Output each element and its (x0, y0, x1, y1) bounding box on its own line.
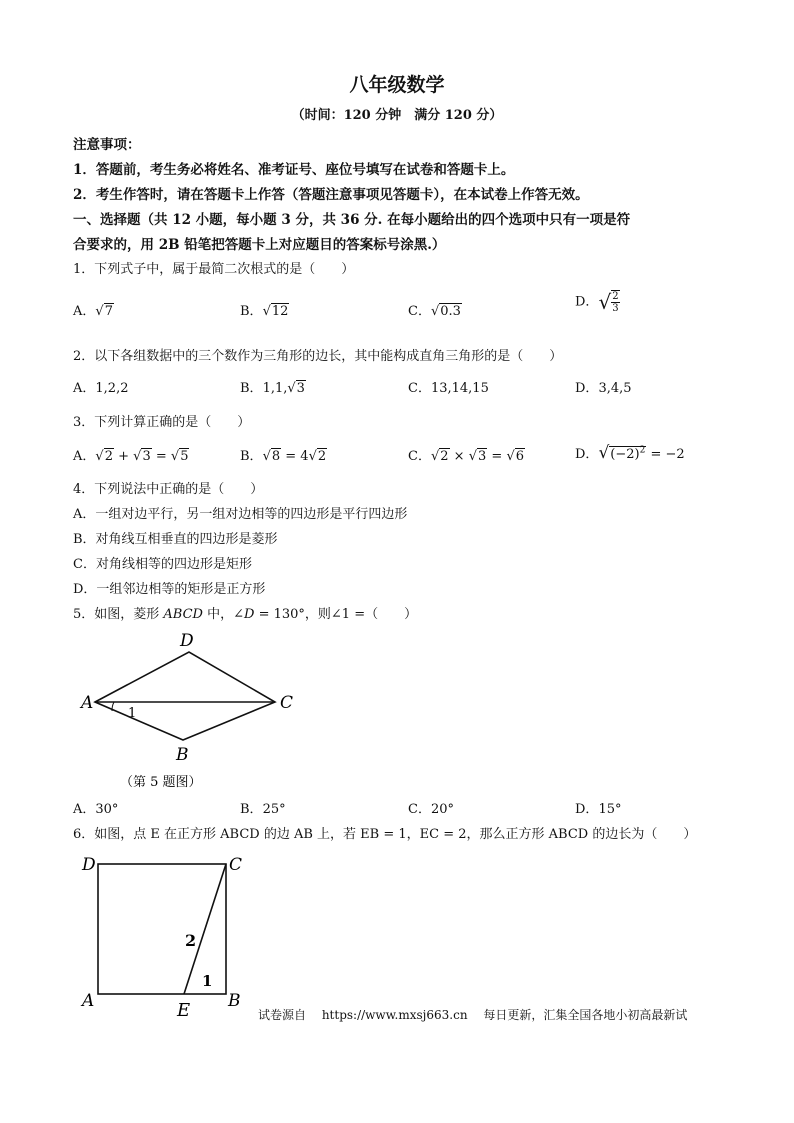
q1-option-c: C．√0.3 (408, 304, 461, 319)
q4-option-a: A．一组对边平行，另一组对边相等的四边形是平行四边形 (73, 507, 408, 522)
q4-option-d: D．一组邻边相等的矩形是正方形 (73, 582, 266, 597)
q4-option-b: B．对角线互相垂直的四边形是菱形 (73, 532, 278, 547)
vertex-b-label: B (176, 745, 189, 765)
q3-option-c: C．√2 × √3 = √6 (408, 449, 525, 464)
ec-length-label: 2 (185, 931, 197, 950)
question-6-stem: 6．如图，点 E 在正方形 ABCD 的边 AB 上，若 EB = 1，EC = 2，那么正方形 ABCD 的边长为（ ） (73, 827, 697, 842)
q1-option-b: B．√12 (240, 304, 289, 319)
q1-b-radicand: 12 (271, 304, 289, 319)
exam-time-info: （时间：120 分钟 满分 120 分） (291, 108, 503, 123)
question-2-stem: 2．以下各组数据中的三个数作为三角形的边长，其中能构成直角三角形的是（ ） (73, 349, 563, 364)
q3-option-a: A．√2 + √3 = √5 (73, 449, 189, 464)
section-heading-line1: 一、选择题（共 12 小题，每小题 3 分，共 36 分. 在每小题给出的四个选项中只有一项是符 (73, 212, 631, 228)
notes-heading: 注意事项： (73, 137, 141, 153)
question-4-stem: 4．下列说法中正确的是（ ） (73, 482, 264, 497)
vertex-c-label: C (229, 855, 243, 875)
vertex-c-label: C (280, 693, 294, 713)
q5-option-b: B．25° (240, 802, 286, 817)
figure-5-caption: （第 5 题图） (120, 775, 202, 790)
vertex-e-label: E (177, 1000, 191, 1021)
q1-c-radicand: 0.3 (440, 304, 461, 319)
q4-option-c: C．对角线相等的四边形是矩形 (73, 557, 252, 572)
vertex-d-label: D (180, 631, 194, 651)
q2-option-d: D．3,4,5 (575, 381, 632, 396)
q2-option-b: B．1,1,√3 (240, 381, 305, 396)
q3-option-b: B．√8 = 4√2 (240, 449, 327, 464)
q2-option-a: A．1,2,2 (73, 381, 129, 396)
eb-length-label: 1 (202, 972, 213, 990)
question-1-stem: 1．下列式子中，属于最简二次根式的是（ ） (73, 262, 355, 277)
q1-option-a: A．√7 (73, 304, 113, 319)
q1-a-radicand: 7 (104, 304, 113, 319)
note-item-1: 1．答题前，考生务必将姓名、准考证号、座位号填写在试卷和答题卡上。 (73, 162, 515, 178)
square-figure (78, 848, 258, 1028)
source-footer: 试卷源自 https://www.mxsj663.cn 每日更新，汇集全国各地小初高最新试 (258, 1008, 688, 1022)
question-5-stem: 5．如图，菱形 ABCD 中，∠D = 130°，则∠1 =（ ） (73, 607, 418, 622)
q1-d-numerator: 2 (612, 291, 619, 302)
q5-option-d: D．15° (575, 802, 622, 817)
vertex-b-label: B (228, 991, 241, 1011)
rhombus-outline (95, 652, 275, 740)
rhombus-figure (70, 626, 310, 796)
page-title: 八年级数学 (349, 74, 445, 96)
q5-option-a: A．30° (73, 802, 119, 817)
q1-option-d: D．√ $\frac{2}{3}$ (575, 290, 619, 314)
vertex-a-label: A (82, 991, 95, 1011)
q1-d-denominator: 3 (612, 303, 619, 314)
note-item-2: 2．考生作答时，请在答题卡上作答（答题注意事项见答题卡），在本试卷上作答无效。 (73, 187, 589, 203)
angle-1-label: 1 (128, 706, 137, 721)
vertex-d-label: D (82, 855, 96, 875)
q2-option-c: C．13,14,15 (408, 381, 489, 396)
section-heading-line2: 合要求的，用 2B 铅笔把答题卡上对应题目的答案标号涂黑.） (73, 237, 446, 253)
vertex-a-label: A (81, 693, 94, 713)
question-3-stem: 3．下列计算正确的是（ ） (73, 415, 251, 430)
q5-option-c: C．20° (408, 802, 454, 817)
q3-option-d: D．$√(-2)^2 = -2$ (575, 443, 685, 463)
